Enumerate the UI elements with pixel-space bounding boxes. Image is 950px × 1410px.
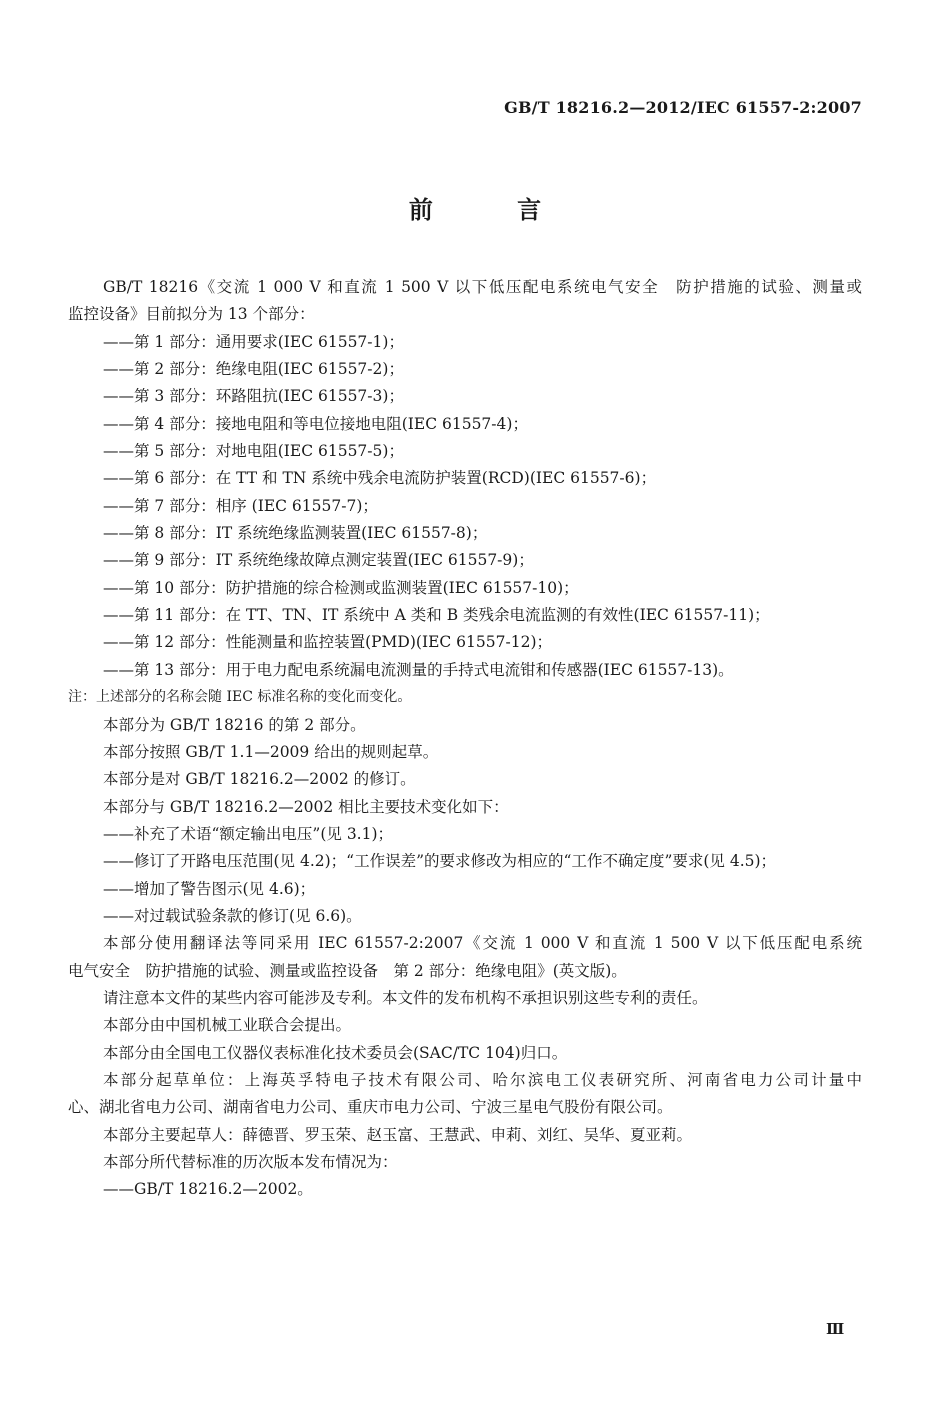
text-line: ——第 8 部分：IT 系统绝缘监测装置(IEC 61557-8)； [103,524,488,543]
text-line: ——第 10 部分：防护措施的综合检测或监测装置(IEC 61557-10)； [103,578,579,597]
text-line: 本部分主要起草人：薛德晋、罗玉荣、赵玉富、王慧武、申莉、刘红、吴华、夏亚莉。 [103,1125,693,1144]
text-line: ——第 13 部分：用于电力配电系统漏电流测量的手持式电流钳和传感器(IEC 61557-13)。 [103,660,734,679]
text-line: 心、湖北省电力公司、湖南省电力公司、重庆市电力公司、宁波三星电气股份有限公司。 [68,1098,673,1117]
text-line: 本部分由中国机械工业联合会提出。 [103,1016,352,1035]
text-line: ——第 4 部分：接地电阻和等电位接地电阻(IEC 61557-4)； [103,414,528,433]
text-line: 本部分是对 GB/T 18216.2—2002 的修订。 [103,770,416,789]
text-line: 本部分与 GB/T 18216.2—2002 相比主要技术变化如下： [103,797,509,816]
text-line: ——第 12 部分：性能测量和监控装置(PMD)(IEC 61557-12)； [103,633,552,652]
page-number: Ⅲ [826,1320,845,1338]
text-line: 本部分起草单位：上海英孚特电子技术有限公司、哈尔滨电工仪表研究所、河南省电力公司计量中 [103,1070,862,1089]
text-line: ——第 1 部分：通用要求(IEC 61557-1)； [103,332,404,351]
text-line: 请注意本文件的某些内容可能涉及专利。本文件的发布机构不承担识别这些专利的责任。 [103,988,708,1007]
text-line: ——增加了警告图示(见 4.6)； [103,879,316,898]
text-line: ——第 6 部分：在 TT 和 TN 系统中残余电流防护装置(RCD)(IEC 61557-6)； [103,469,657,488]
text-line: 电气安全 防护措施的试验、测量或监控设备 第 2 部分：绝缘电阻》(英文版)。 [68,961,627,980]
text-line: GB/T 18216《交流 1 000 V 和直流 1 500 V 以下低压配电系统电气安全 防护措施的试验、测量或 [103,278,862,296]
text-line: ——补充了术语“额定输出电压”(见 3.1)； [103,824,394,843]
text-line: ——第 3 部分：环路阻抗(IEC 61557-3)； [103,387,404,406]
foreword-body [68,274,862,1204]
text-line: 本部分为 GB/T 18216 的第 2 部分。 [103,715,366,734]
text-line: 本部分所代替标准的历次版本发布情况为： [103,1153,398,1171]
text-line: ——对过载试验条款的修订(见 6.6)。 [103,906,362,925]
note-line: 注：上述部分的名称会随 IEC 标准名称的变化而变化。 [68,689,412,706]
standard-number-header: GB/T 18216.2—2012/IEC 61557-2:2007 [504,98,862,117]
text-line: ——第 2 部分：绝缘电阻(IEC 61557-2)； [103,360,404,379]
text-line: ——修订了开路电压范围(见 4.2)；“工作误差”的要求修改为相应的“工作不确定度”要求(见 4.5)； [103,852,777,871]
page-title: 前 言 [408,195,580,224]
text-line: 监控设备》目前拟分为 13 个部分： [68,305,315,324]
text-line: ——第 9 部分：IT 系统绝缘故障点测定装置(IEC 61557-9)； [103,551,534,570]
text-line: ——第 11 部分：在 TT、TN、IT 系统中 A 类和 B 类残余电流监测的有效性(IEC 61557-11)； [103,606,770,625]
text-line: ——第 5 部分：对地电阻(IEC 61557-5)； [103,442,404,461]
text-line: 本部分由全国电工仪器仪表标准化技术委员会(SAC/TC 104)归口。 [103,1043,568,1062]
text-line: 本部分按照 GB/T 1.1—2009 给出的规则起草。 [103,742,439,761]
text-line: ——GB/T 18216.2—2002。 [103,1180,313,1199]
text-line: 本部分使用翻译法等同采用 IEC 61557-2:2007《交流 1 000 V 和直流 1 500 V 以下低压配电系统 [103,934,862,953]
text-line: ——第 7 部分：相序 (IEC 61557-7)； [103,496,378,515]
